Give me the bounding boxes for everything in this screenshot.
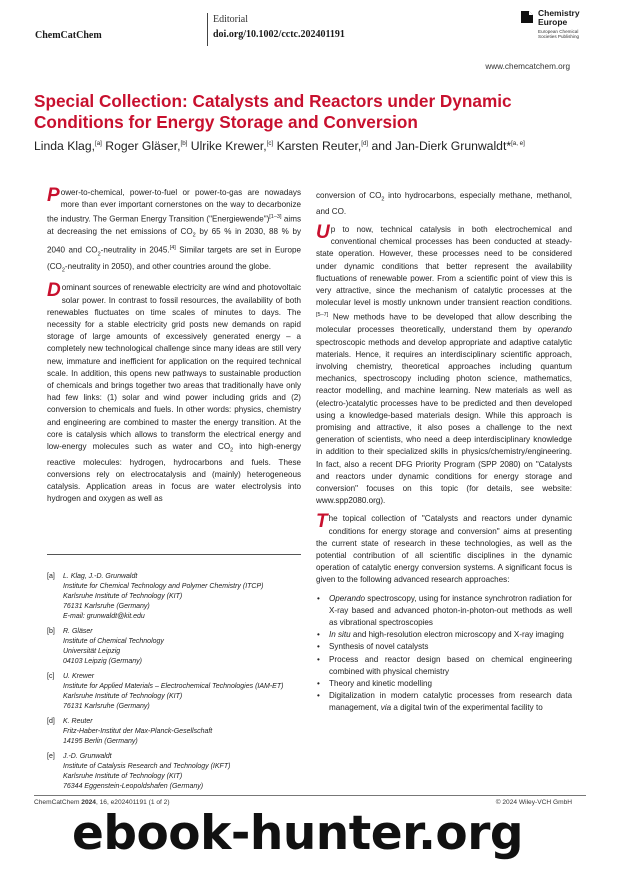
footer-divider — [34, 795, 586, 796]
affiliation-mark: [e] — [47, 753, 55, 760]
subscript: 2 — [381, 196, 385, 203]
affiliation-people: U. Krewer — [63, 673, 95, 680]
paragraph-text: he topical collection of "Catalysts and reactors under dynamic conditions for energy storage and conversion" aims at presenting the current state of research in these technologies, as well as the potential contribution of all scientific disciplines in the dynamic operation of catalytic energy conversion systems. A significant focus is given to the following advanced research approaches: — [316, 514, 572, 585]
affiliation-people: J.-D. Grunwaldt — [63, 753, 112, 760]
affiliation-mark: [d] — [47, 718, 55, 725]
author-name: Roger Gläser, — [105, 139, 181, 153]
affiliation-line: Karlsruhe Institute of Technology (KIT) — [63, 593, 183, 600]
affiliation-item — [47, 752, 301, 792]
paragraph-text: ower-to-chemical, power-to-fuel or power-to-gas are nowadays more than ever important cornerstones on the way to decarbonize the industry. The German Energy Transition ("Energiewende") — [47, 188, 301, 225]
affiliation-line: Karlsruhe Institute of Technology (KIT) — [63, 693, 183, 700]
publisher-logo[interactable] — [520, 8, 590, 48]
drop-cap: P — [47, 185, 60, 206]
italic-term: via — [380, 703, 392, 713]
email-link[interactable]: E-mail: grunwaldt@kit.edu — [63, 613, 145, 620]
italic-term: operando — [537, 325, 572, 335]
article-type: Editorial — [213, 14, 248, 25]
article-title: Special Collection: Catalysts and Reactors under Dynamic Conditions for Energy Storage and Conversion — [34, 91, 512, 132]
list-item-text: Process and reactor design based on chemical engineering combined with physical chemistry — [329, 654, 572, 676]
drop-cap: U — [316, 222, 330, 244]
paragraph-text: into hydrocarbons, especially methane, methanol, and CO. — [316, 191, 572, 216]
affiliation-mark: [b] — [47, 628, 55, 635]
paragraph-text: spectroscopic methods and develop appropriate and adaptive catalytic materials. Hence, it requires an interdisciplinary scientific approach, involving chemistry, theoretical approaches including quantum mechanics, spectroscopy including photon science, mathematics, reactor modelling, and machine learning. New materials as well as (electro-)catalytic processes have to be predicted and then developed using a knowledge-based materials design. While this approach is promising and attractive, it also poses a challenge to the next generation of scientists, who need a deep interdisciplinary knowledge in addition to their specialized skills in physics/chemistry/engineering. In fact, also a recent DFG Priority Program (SPP 2080) on "Catalysts and reactors under dynamic conditions for energy storage and conversion" focuses on this topic (for details, see website: www.spp2080.org). — [316, 337, 572, 506]
affiliation-line: 76344 Eggenstein-Leopoldshafen (Germany) — [63, 783, 204, 790]
subscript: 2 — [61, 267, 65, 274]
affiliation-people: L. Klag, J.-D. Grunwaldt — [63, 573, 138, 580]
affiliation-line: 76131 Karlsruhe (Germany) — [63, 603, 150, 610]
list-item-text: and high-resolution electron microscopy and X-ray imaging — [350, 630, 564, 640]
paragraph-text: conversion of CO — [316, 191, 382, 200]
affiliation-line: Institute for Applied Materials – Electrochemical Technologies (IAM-ET) — [63, 683, 284, 690]
citation[interactable]: [1–3] — [269, 214, 282, 221]
doi-link[interactable]: doi.org/10.1002/cctc.202401191 — [213, 29, 345, 40]
watermark: ebook-hunter.org — [72, 806, 524, 861]
list-item-text: a digital twin of the experimental facility to — [391, 703, 543, 713]
list-item-text: Digitalization in modern catalytic processes from research data management, — [329, 691, 572, 713]
paragraph-continued — [316, 190, 572, 218]
footer-year: 2024 — [81, 799, 96, 806]
affiliation-item — [47, 672, 301, 712]
research-approaches-list — [316, 593, 572, 715]
list-item — [316, 641, 572, 653]
list-item — [316, 629, 572, 641]
author-affiliation-mark: [c] — [266, 139, 274, 147]
author-list — [34, 139, 594, 153]
page-header — [0, 0, 620, 71]
publisher-subtitle: European Chemical Societies Publishing — [538, 29, 580, 40]
drop-cap: D — [47, 280, 61, 302]
list-item — [316, 654, 572, 678]
affiliation-item — [47, 717, 301, 747]
affiliation-people: K. Reuter — [63, 718, 93, 725]
affiliation-mark: [a] — [47, 573, 55, 580]
list-item-text: Theory and kinetic modelling — [329, 679, 433, 689]
right-column — [316, 190, 572, 715]
author-affiliation-mark: [d] — [361, 139, 369, 147]
paragraph-text: p to now, technical catalysis in both electrochemical and conventional chemical processes has been conducted at steady-state operation. However, these processes need to be considered under dynamic conditions that better represent the availability fluctuations of renewable power. From a scientific point of view this is very attractive, since the mechanism of catalytic processes at the molecular level is mostly unknown under transient reaction conditions. — [316, 225, 572, 308]
footer-journal: ChemCatChem — [34, 799, 80, 806]
italic-term: Operando — [329, 593, 365, 603]
affiliation-line: Institute for Chemical Technology and Polymer Chemistry (ITCP) — [63, 583, 264, 590]
paragraph-text: into high-energy reactive molecules: hydrogen, hydrocarbons and fuels. These conversions rely on electrocatalysis and (mainly) heterogeneous catalysis. Application areas in focus are water electrolysis into hydrogen and oxygen as well as — [47, 442, 301, 504]
chemistry-europe-icon — [520, 10, 534, 24]
paragraph-text: by 65 % in 2030, 88 % by 2040 and CO — [47, 227, 301, 255]
list-item — [316, 593, 572, 630]
affiliation-item — [47, 572, 301, 622]
journal-website-link[interactable]: www.chemcatchem.org — [485, 62, 570, 71]
subscript: 2 — [230, 447, 234, 454]
affiliation-line: 04103 Leipzig (Germany) — [63, 658, 142, 665]
subscript: 2 — [192, 232, 196, 239]
publisher-name: Chemistry Europe — [538, 8, 580, 27]
header-divider — [207, 13, 208, 46]
drop-cap: T — [316, 511, 328, 533]
author-name: Karsten Reuter, — [276, 139, 362, 153]
left-column — [47, 187, 301, 512]
italic-term: In situ — [329, 630, 351, 640]
author-affiliation-mark: [a, e] — [511, 139, 525, 147]
paragraph-text: New methods have to be developed that allow describing the molecular processes theoretically, understand them by — [316, 313, 572, 335]
list-item-text: Synthesis of novel catalysts — [329, 642, 429, 652]
subscript: 2 — [97, 251, 101, 258]
list-item — [316, 678, 572, 690]
paragraph-topical-collection — [316, 513, 572, 586]
affiliation-line: Universität Leipzig — [63, 648, 121, 655]
footer-volume: , 16, e202401191 (1 of 2) — [95, 799, 170, 806]
affiliation-people: R. Gläser — [63, 628, 93, 635]
paragraph-renewables — [47, 282, 301, 505]
citation[interactable]: [5–7] — [316, 312, 329, 319]
paragraph-text: aims at decreasing the net emissions of CO — [47, 215, 302, 237]
paragraph-text: -neutrality in 2050), and other countries around the globe. — [64, 261, 271, 271]
list-item-text: spectroscopy, using for instance synchrotron radiation for X-ray based and advanced photon-in-photon-out methods as well as vibrational spectroscopies — [329, 593, 572, 627]
author-name: and Jan-Dierk Grunwaldt* — [371, 139, 512, 153]
affiliation-line: Institute of Catalysis Research and Technology (IKFT) — [63, 763, 231, 770]
affiliation-line: Fritz-Haber-Institut der Max-Planck-Gesellschaft — [63, 728, 213, 735]
author-affiliation-mark: [a] — [95, 139, 102, 147]
paragraph-dynamic-operation — [316, 224, 572, 507]
affiliation-line: Institute of Chemical Technology — [63, 638, 164, 645]
affiliation-mark: [c] — [47, 673, 55, 680]
paragraph-text: Similar targets are set in Europe (CO — [47, 245, 301, 271]
paragraph-intro — [47, 187, 301, 276]
paragraph-text: -neutrality in 2045. — [100, 245, 170, 255]
affiliation-line: 76131 Karlsruhe (Germany) — [63, 703, 150, 710]
footer-copyright: © 2024 Wiley-VCH GmbH — [495, 799, 572, 806]
author-name: Linda Klag, — [34, 139, 95, 153]
paragraph-text: ominant sources of renewable electricity are wind and photovoltaic solar power. In contrast to fossil resources, the availability of both renewables fluctuates on time scales of minutes to days. The necessity for a stable electricity grid posts new demands on rapid storage of large amounts of excessively generated energy – a completely new technological challenge since many ideas are still very new, immature and inefficient for application on the required technical scale. In addition, this opens new pathways to sustainable production of chemicals and brings together two areas that traditionally have only had few links: (1) solar and wind power including grids and (2) conversion to chemicals and fuels. In other words: physics, chemistry and engineering are combined to master the energy transition. At the core is catalysis which allows to transform the electrical energy and low-energy molecules such as water and CO — [47, 283, 301, 452]
journal-name: ChemCatChem — [35, 30, 102, 41]
affiliation-divider — [47, 554, 301, 555]
affiliation-line: Karlsruhe Institute of Technology (KIT) — [63, 773, 183, 780]
affiliations — [47, 572, 301, 797]
footer-citation — [34, 799, 170, 806]
author-affiliation-mark: [b] — [180, 139, 188, 147]
author-name: Ulrike Krewer, — [190, 139, 267, 153]
affiliation-line: 14195 Berlin (Germany) — [63, 738, 138, 745]
citation[interactable]: [4] — [169, 245, 176, 252]
affiliation-item — [47, 627, 301, 667]
list-item — [316, 690, 572, 714]
